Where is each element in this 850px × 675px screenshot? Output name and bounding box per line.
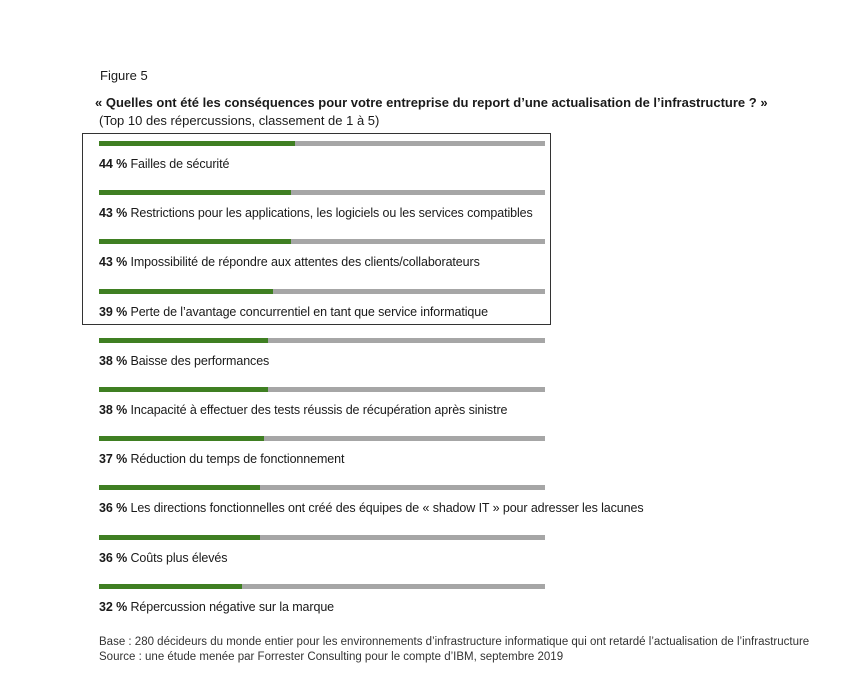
bar-track (99, 535, 545, 540)
bar-row (99, 387, 545, 436)
bar-category-label: Les directions fonctionnelles ont créé des équipes de « shadow IT » pour adresser les lacunes (130, 501, 644, 516)
bar-value-label: 44 % (99, 157, 128, 171)
bar-value-label: 38 % (99, 353, 128, 368)
chart-subtitle: (Top 10 des répercussions, classement de 1 à 5) (99, 113, 380, 128)
bar-value-label: 36 % (99, 501, 128, 516)
chart-title: « Quelles ont été les conséquences pour votre entreprise du report d’une actualisation de l’infrastructure ? » (95, 95, 768, 110)
bar-row (99, 338, 545, 387)
bar-label (99, 305, 488, 319)
bar-fill (99, 289, 273, 294)
bar-category-label: Coûts plus élevés (130, 550, 228, 565)
bar-label (99, 452, 344, 466)
bar-label (99, 403, 507, 417)
bar-row (99, 141, 545, 190)
bar-fill (99, 436, 264, 441)
bar-row (99, 239, 545, 288)
bar-label (99, 157, 229, 171)
bar-label (99, 501, 643, 515)
bar-category-label: Restrictions pour les applications, les logiciels ou les services compatibles (130, 206, 533, 221)
bar-fill (99, 485, 260, 490)
bar-track (99, 190, 545, 195)
bar-value-label: 37 % (99, 452, 128, 467)
bar-category-label: Failles de sécurité (130, 157, 230, 171)
bar-fill (99, 141, 295, 146)
bar-row (99, 485, 644, 534)
figure-label: Figure 5 (100, 68, 148, 83)
bar-label (99, 206, 533, 220)
bar-track (99, 239, 545, 244)
bar-category-label: Répercussion négative sur la marque (130, 599, 335, 614)
bar-label (99, 600, 334, 614)
bar-row (99, 190, 545, 239)
bar-row (99, 436, 545, 485)
bar-category-label: Incapacité à effectuer des tests réussis de récupération après sinistre (130, 403, 508, 417)
bar-track (99, 436, 545, 441)
bar-track (99, 289, 545, 294)
bar-label (99, 255, 480, 269)
bar-fill (99, 535, 260, 540)
bar-fill (99, 387, 268, 392)
bar-track (99, 338, 545, 343)
bar-value-label: 43 % (99, 255, 128, 270)
bar-fill (99, 338, 268, 343)
bar-category-label: Impossibilité de répondre aux attentes des clients/collaborateurs (130, 255, 480, 270)
bar-track (99, 485, 545, 490)
bar-fill (99, 239, 291, 244)
bar-row (99, 535, 545, 584)
bar-track (99, 584, 545, 589)
bar-fill (99, 190, 291, 195)
bar-fill (99, 584, 242, 589)
bar-value-label: 43 % (99, 206, 128, 221)
bar-category-label: Perte de l’avantage concurrentiel en tant que service informatique (130, 304, 488, 319)
bar-track (99, 387, 545, 392)
bar-value-label: 36 % (99, 550, 128, 565)
bar-value-label: 38 % (99, 403, 128, 417)
bar-category-label: Réduction du temps de fonctionnement (130, 452, 345, 467)
bar-track (99, 141, 545, 146)
chart-notes (99, 635, 809, 665)
bar-label (99, 551, 227, 565)
bar-value-label: 39 % (99, 304, 128, 319)
bar-category-label: Baisse des performances (130, 353, 270, 368)
bar-value-label: 32 % (99, 599, 128, 614)
base-note: Base : 280 décideurs du monde entier pour les environnements d’infrastructure informatique qui ont retardé l’actualisation de l’infrastructure (99, 636, 810, 648)
source-note: Source : une étude menée par Forrester Consulting pour le compte d’IBM, septembre 2019 (99, 651, 564, 663)
bar-row (99, 584, 545, 633)
bar-label (99, 354, 269, 368)
bar-row (99, 289, 545, 338)
